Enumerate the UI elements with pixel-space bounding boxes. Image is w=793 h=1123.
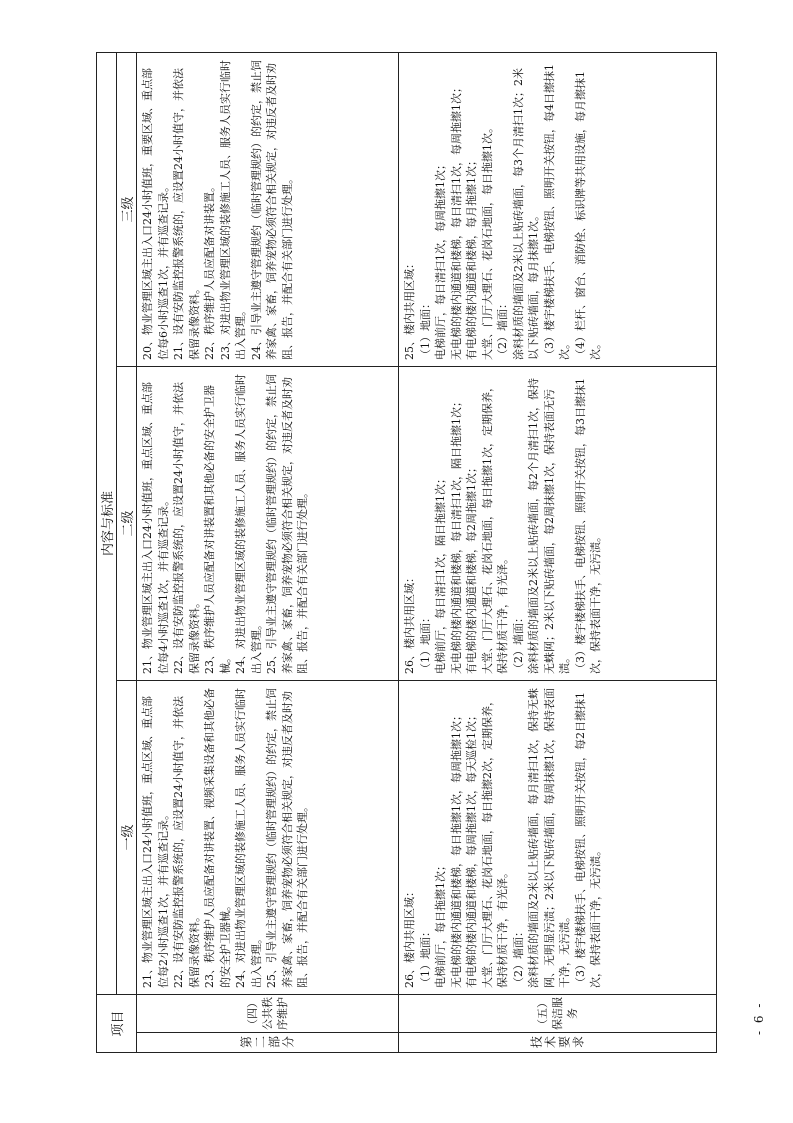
row0-level3-text (137, 53, 298, 366)
row0-level2-text (137, 367, 314, 680)
standard-line: 21、物业管理区域主出入口24小时值班，重点区域、重点部位每2小时巡查1次，并有巡查记录。 (141, 695, 170, 988)
category-label: （五）保洁服务 (536, 997, 579, 1030)
standards-table (96, 52, 717, 1053)
standard-line: 24、对进出物业管理区域的装修施工人员、服务人员实行临时出入管理。 (234, 373, 263, 674)
standard-line: 大堂、门厅大理石、花岗石地面，每日拖擦1次，定期保养，保持材质干净，有光泽。 (480, 380, 509, 674)
standard-line: 电梯前厅，每日清扫1次，每周拖擦1次； (434, 158, 447, 360)
section-b-label-cell (399, 1033, 717, 1053)
standard-line: （2）墙面： (496, 297, 509, 360)
row1-level1-cell (399, 680, 717, 994)
standard-line: 无电梯的楼内通道和楼梯，每日拖擦1次，每周拖擦1次； (449, 709, 463, 988)
standard-line: 有电梯的楼内通道和楼梯，每2周拖擦1次； (465, 461, 478, 674)
row1-level1-text (399, 681, 607, 994)
standard-line: 25、楼内共用区域： (403, 257, 416, 360)
row0-level3-cell (137, 52, 399, 366)
standard-line: 23、对进出物业管理区域的装修施工人员、服务人员实行临时出入管理。 (218, 59, 247, 360)
standard-line: 21、物业管理区域主出入口24小时值班，重点区域、重点部位每4小时巡查1次，并有巡查记录。 (141, 381, 170, 674)
row1-level2-cell (399, 366, 717, 680)
standard-line: （2）墙面： (511, 925, 525, 988)
standard-line: 26、楼内共用区域： (403, 885, 416, 988)
standard-line: （3）楼宇楼梯扶手、电梯按钮、照明开关按钮，每3日擦抹1次，保持表面干净，无污渍。 (573, 377, 602, 674)
category-cell (137, 994, 399, 1032)
page-number: - 6 - (752, 1001, 766, 1035)
standard-line: 大堂、门厅大理石、花岗石地面，每日拖擦1次。 (480, 121, 494, 360)
standard-line: 电梯前厅，每日拖擦1次； (434, 859, 447, 988)
standard-line: （3）楼宇楼梯扶手、电梯按钮、照明开关按钮，每4日擦抹1次。 (542, 63, 571, 360)
header-level-2: 二级 (117, 366, 137, 680)
standard-line: 25、引导业主遵守管理规约（临时管理规约）的约定，禁止饲养家禽、家畜，饲养宠物必须符合相关规定，对违反者及时劝阻、报告，并配合有关部门进行处理。 (265, 373, 309, 674)
standard-line: 26、楼内共用区域： (403, 571, 416, 674)
standard-line: 24、对进出物业管理区域的装修施工人员、服务人员实行临时出入管理。 (234, 687, 263, 988)
row0-level2-cell (137, 366, 399, 680)
row-cleaning (399, 52, 717, 1052)
standard-line: 22、设有安防监控报警系统的，应设置24小时值守，并依法保留录像资料。 (172, 695, 201, 988)
standard-line: （4）栏杆、窗台、消防栓、标识牌等共用设施，每月擦抹1次。 (573, 70, 602, 360)
standard-line: 21、设有安防监控报警系统的，应设置24小时值守，并依法保留录像资料。 (172, 67, 201, 360)
standard-line: （1）地面： (418, 611, 432, 674)
header-row-1 (97, 52, 117, 1052)
category-cell (399, 994, 717, 1032)
standard-line: （1）地面： (418, 297, 432, 360)
standard-line: 23、秩序维护人员应配备对讲装置、视频采集设备和其他必备的安全护卫器械。 (203, 687, 232, 988)
standard-line: 涂料材质的墙面及2米以上贴砖墙面，每月清扫1次，保持无蛛网、无明显污渍；2米以下贴砖墙面，每周抹擦1次，保持表面干净，无污渍。 (527, 687, 571, 988)
standard-line: 电梯前厅，每日清扫1次，隔日拖擦1次； (434, 472, 447, 674)
standard-line: （1）地面： (418, 925, 432, 988)
standard-line: （3）楼宇楼梯扶手、电梯按钮、照明开关按钮，每2日擦抹1次，保持表面干净，无污渍。 (573, 691, 602, 988)
header-project: 项目 (97, 994, 137, 1052)
standard-line: 25、引导业主遵守管理规约（临时管理规约）的约定，禁止饲养家禽、家畜，饲养宠物必须符合相关规定，对违反者及时劝阻、报告，并配合有关部门进行处理。 (265, 687, 309, 988)
header-level-3: 三级 (117, 52, 137, 366)
row1-level3-text (399, 53, 607, 366)
standard-line: 涂料材质的墙面及2米以上贴砖墙面，每2个月清扫1次，保持无蛛网；2米以下贴砖墙面，每2周抹擦1次，保持表面无污渍。 (527, 377, 571, 674)
header-content-standard: 内容与标准 (97, 52, 117, 994)
header-level-1: 一级 (117, 680, 137, 994)
section-label: 第二部分 (239, 1035, 296, 1050)
row0-level1-text (137, 681, 314, 994)
row1-level2-text (399, 367, 607, 680)
standard-line: 无电梯的楼内通道和楼梯，每日清扫1次，隔日拖擦1次； (449, 395, 463, 674)
standard-line: 22、设有安防监控报警系统的，应设置24小时值守，并依法保留录像资料。 (172, 381, 201, 674)
standard-line: （2）墙面： (511, 611, 525, 674)
standard-line: 24、引导业主遵守管理规约（临时管理规约）的约定，禁止饲养家禽、家畜，饲养宠物必须符合相关规定，对违反者及时劝阻、报告，并配合有关部门进行处理。 (249, 59, 294, 360)
standard-line: 无电梯的楼内通道和楼梯，每日清扫1次，每周拖擦1次； (449, 81, 463, 360)
standard-line: 大堂、门厅大理石、花岗石地面，每日拖擦2次，定期保养，保持材质干净，有光泽。 (480, 694, 509, 988)
standard-line: 23、秩序维护人员应配备对讲装置和其他必备的安全护卫器械。 (203, 384, 232, 674)
standard-line: 22、秩序维护人员应配备对讲装置。 (203, 180, 216, 360)
section-b-label: 技术要求 (529, 1035, 586, 1050)
header-row-2 (117, 52, 137, 1052)
standard-line: 涂料材质的墙面及2米以上贴砖墙面，每3个月清扫1次；2米以下贴砖墙面，每月抹擦1次。 (511, 67, 540, 360)
row1-level3-cell (399, 52, 717, 366)
section-label-cell (137, 1033, 399, 1053)
standard-line: 有电梯的楼内通道和楼梯，每月拖擦1次； (465, 154, 478, 360)
standard-line: 20、物业管理区域主出入口24小时值班，重要区域、重点部位每6小时巡查1次，并有巡查记录。 (141, 67, 170, 360)
row0-level1-cell (137, 680, 399, 994)
category-label: （四）公共秩序维护 (246, 997, 289, 1030)
row-order-maintenance (137, 52, 399, 1052)
standard-line: 有电梯的楼内通道和楼梯，每周拖擦1次，每天巡检1次； (465, 709, 478, 988)
